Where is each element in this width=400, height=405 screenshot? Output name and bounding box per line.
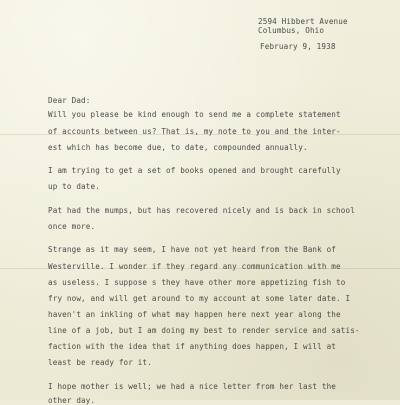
paragraph-line: faction with the idea that if anything does happen, I will at bbox=[48, 342, 337, 351]
paragraph-line: fry now, and will get around to my account at some later date. I bbox=[48, 294, 351, 303]
paragraph-line: est which has become due, to date, compounded annually. bbox=[48, 143, 308, 152]
paragraph-line: Pat had the mumps, but has recovered nicely and is back in school bbox=[48, 206, 355, 215]
paragraph-line: Strange as it may seem, I have not yet heard from the Bank of bbox=[48, 245, 337, 254]
paragraph-line: haven't an inkling of what may happen here next year along the bbox=[48, 310, 341, 319]
paragraph-line: line of a job, but I am doing my best to render service and satis- bbox=[48, 326, 360, 335]
address-city: Columbus, Ohio bbox=[258, 26, 325, 35]
address-street: 2594 Hibbert Avenue bbox=[258, 17, 348, 26]
paragraph-line: I hope mother is well; we had a nice letter from her last the bbox=[48, 382, 337, 391]
letter-date: February 9, 1938 bbox=[260, 42, 336, 51]
paragraph-line: least be ready for it. bbox=[48, 358, 152, 367]
paragraph-line: I am trying to get a set of books opened and brought carefully bbox=[48, 166, 341, 175]
paragraph-line: as useless. I suppose s they have other more appetizing fish to bbox=[48, 278, 346, 287]
paragraph-line: Will you please be kind enough to send me a complete statement bbox=[48, 110, 341, 119]
paragraph-line: up to date. bbox=[48, 182, 100, 191]
salutation: Dear Dad: bbox=[48, 96, 91, 105]
paragraph-line: of accounts between us? That is, my note to you and the inter- bbox=[48, 127, 341, 136]
paragraph-line: Westerville. I wonder if they regard any communication with me bbox=[48, 262, 341, 271]
paragraph-line: other day. bbox=[48, 396, 96, 405]
paragraph-line: once more. bbox=[48, 222, 96, 231]
